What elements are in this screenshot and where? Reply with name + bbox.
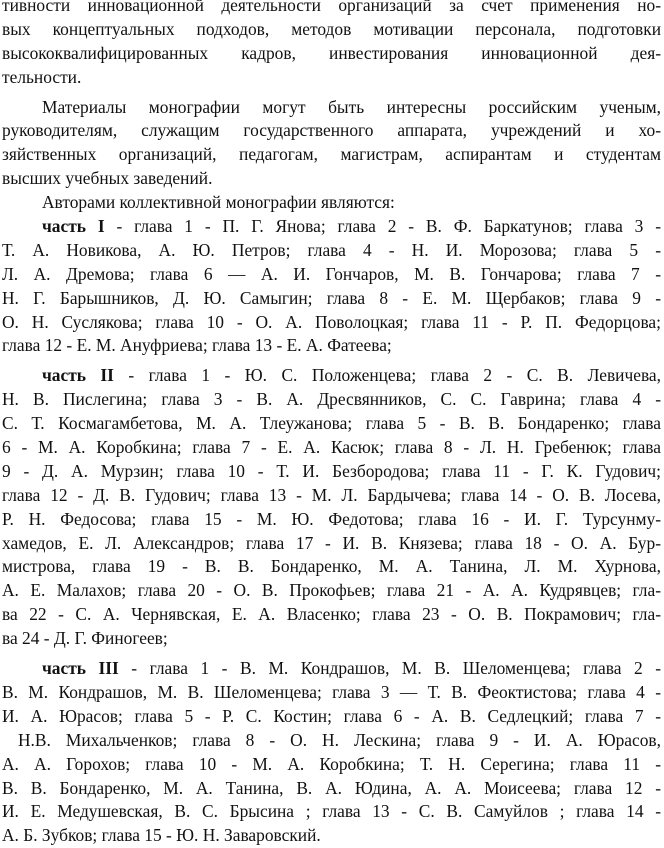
text-line: Р. Н. Федосова; глава 15 - М. Ю. Федотова; глава 16 - И. Г. Турсунму- bbox=[2, 508, 661, 529]
text-line: высших учебных заведений. bbox=[2, 168, 213, 189]
text-line: А. Е. Малахов; глава 20 - О. В. Прокофьев; глава 21 - А. А. Кудрявцев; гла- bbox=[2, 580, 661, 601]
part-heading-line bbox=[2, 657, 661, 681]
text-line: тивности инновационной деятельности организаций за счет применения но- bbox=[2, 0, 661, 15]
paragraph-innovation bbox=[2, 0, 661, 90]
part-heading-line bbox=[2, 215, 661, 239]
text-line: Н. В. Пислегина; глава 3 - В. А. Дресвянников, С. С. Гаврина; глава 4 - bbox=[2, 389, 661, 410]
part-label: часть II bbox=[42, 365, 114, 386]
part-line-rest: - глава 1 - П. Г. Янова; глава 2 - В. Ф. Баркатунов; глава 3 - bbox=[104, 216, 661, 237]
text-line: зяйственных организаций, педагогам, магистрам, аспирантам и студентам bbox=[2, 144, 661, 165]
text-line: тельности. bbox=[2, 66, 82, 87]
text-line: высококвалифицированных кадров, инвестирования инновационной дея- bbox=[2, 42, 661, 63]
part-2-authors bbox=[2, 364, 661, 651]
part-heading-line bbox=[2, 364, 661, 388]
text-line: С. Т. Космагамбетова, М. А. Тлеужанова; глава 5 - В. В. Бондаренко; глава bbox=[2, 413, 661, 434]
text-line: руководителям, служащим государственного аппарата, учреждений и хо- bbox=[2, 120, 661, 141]
part-label: часть III bbox=[42, 658, 119, 679]
paragraph-audience bbox=[2, 96, 661, 192]
text-line: Материалы монографии могут быть интересны российским ученым, bbox=[42, 96, 661, 117]
text-line: хамедов, Е. Л. Александров; глава 17 - И. В. Князева; глава 18 - О. А. Бур- bbox=[2, 532, 661, 553]
text-line: 6 - М. А. Коробкина; глава 7 - Е. А. Касюк; глава 8 - Л. Н. Гребенюк; глава bbox=[2, 437, 661, 458]
text-line: ва 24 - Д. Г. Финогеев; bbox=[2, 628, 168, 649]
text-line: А. А. Горохов; глава 10 - М. А. Коробкина; Т. Н. Серегина; глава 11 - bbox=[2, 753, 661, 774]
text-line: В. В. Бондаренко, М. А. Танина, В. А. Юдина, А. А. Моисеева; глава 12 - bbox=[2, 777, 661, 798]
part-line-rest: - глава 1 - В. М. Кондрашов, М. В. Шеломенцева; глава 2 - bbox=[118, 658, 661, 679]
text-line: Н.В. Михальченков; глава 8 - О. Н. Лескина; глава 9 - И. А. Юрасов, bbox=[18, 729, 661, 750]
text-line: И. А. Юрасов; глава 5 - Р. С. Костин; глава 6 - А. В. Седлецкий; глава 7 - bbox=[2, 705, 661, 726]
text-line: 9 - Д. А. Мурзин; глава 10 - Т. И. Безбородова; глава 11 - Г. К. Гудович; bbox=[2, 460, 661, 481]
text-line: вых концептуальных подходов, методов мотивации персонала, подготовки bbox=[2, 18, 661, 39]
text-line: мистрова, глава 19 - В. В. Бондаренко, М. А. Танина, Л. М. Хурнова, bbox=[2, 556, 661, 577]
text-line: Л. А. Дремова; глава 6 — А. И. Гончаров, М. В. Гончарова; глава 7 - bbox=[2, 263, 661, 284]
text-line: А. Б. Зубков; глава 15 - Ю. Н. Заваровский. bbox=[2, 825, 321, 846]
text-line: глава 12 - Е. М. Ануфриева; глава 13 - Е. А. Фатеева; bbox=[2, 335, 392, 356]
text-line: Т. А. Новикова, А. Ю. Петров; глава 4 - Н. И. Морозова; глава 5 - bbox=[2, 239, 661, 260]
part-1-authors bbox=[2, 215, 661, 358]
text-line: И. Е. Медушевская, В. С. Брысина ; глава 13 - С. В. Самуйлов ; глава 14 - bbox=[2, 801, 661, 822]
part-label: часть I bbox=[42, 216, 105, 237]
part-line-rest: - глава 1 - Ю. С. Положенцева; глава 2 - С. В. Левичева, bbox=[113, 365, 661, 386]
text-line: ва 22 - С. А. Чернявская, Е. А. Власенко; глава 23 - О. В. Покрамович; гла- bbox=[2, 604, 661, 625]
text-line: глава 12 - Д. В. Гудович; глава 13 - М. Л. Бардычева; глава 14 - О. В. Лосева, bbox=[2, 484, 661, 505]
text-line: Н. Г. Барышников, Д. Ю. Самыгин; глава 8 - Е. М. Щербаков; глава 9 - bbox=[2, 287, 661, 308]
part-3-authors bbox=[2, 657, 661, 848]
text-line: В. М. Кондрашов, М. В. Шеломенцева; глава 3 — Т. В. Феоктистова; глава 4 - bbox=[2, 681, 661, 702]
text-line: О. Н. Суслякова; глава 10 - О. А. Поволоцкая; глава 11 - Р. П. Федорцова; bbox=[2, 311, 661, 332]
authors-intro: Авторами коллективной монографии являются: bbox=[42, 192, 395, 213]
